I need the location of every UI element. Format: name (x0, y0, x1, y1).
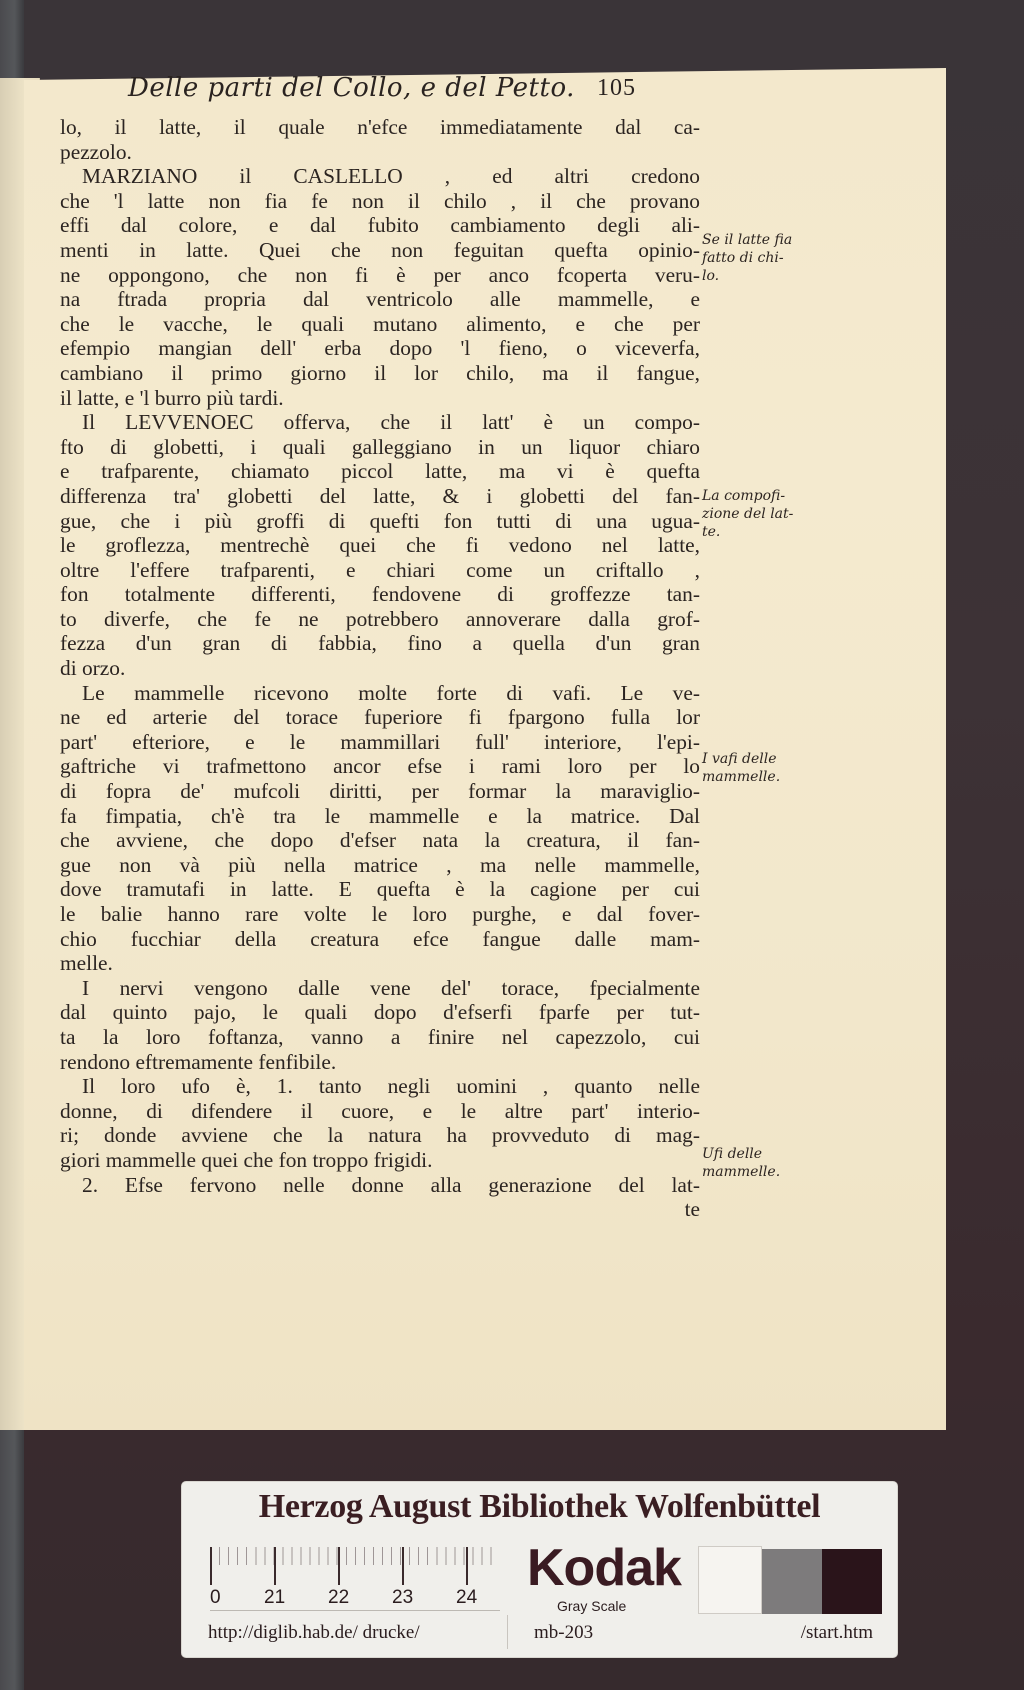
swatch-gray (762, 1549, 822, 1614)
text-line: to diverfe, che fe ne potrebbero annoverare dalla grof- (60, 606, 700, 631)
text-line: Il LEVVENOEC offerva, che il latt' è un compo- (82, 410, 700, 435)
text-line: part' efteriore, e le mammillari full' interiore, l'epi- (60, 729, 700, 754)
text-line: menti in latte. Quei che non feguitan quefta opinio- (60, 237, 700, 262)
ruler-label: 24 (456, 1587, 478, 1608)
text-line: fto di globetti, i quali galleggiano in un liquor chiaro (60, 434, 700, 459)
text-line: di fopra de' mufcoli diritti, per formar la maraviglio- (60, 779, 700, 804)
text-line: ne oppongono, che non fi è per anco fcoperta veru- (60, 262, 700, 287)
ruler-minor-ticks (210, 1547, 498, 1565)
text-line: Le mammelle ricevono molte forte di vafi. Le ve- (82, 680, 700, 705)
text-line: fezza d'un gran di fabbia, fino a quella d'un gran (60, 631, 700, 656)
ruler-major-tick (210, 1547, 212, 1585)
text-line: le groflezza, mentrechè quei che fi vedono nel latte, (60, 533, 700, 558)
text-line: 2. Efse fervono nelle donne alla generazione del lat- (82, 1172, 700, 1197)
ruler-label: 21 (264, 1587, 286, 1608)
text-line: melle. (60, 951, 113, 976)
text-line: ri; donde avviene che la natura ha provveduto di mag- (60, 1123, 700, 1148)
text-line: cambiano il primo giorno il lor chilo, ma il fangue, (60, 360, 700, 385)
margin-note-line: mammelle. (702, 1164, 781, 1180)
margin-note (702, 750, 822, 786)
text-line: dal quinto pajo, le quali dopo d'efserfi fparfe per tut- (60, 1000, 700, 1025)
text-line: te (684, 1197, 700, 1222)
text-line: gue, che i più groffi di quefti fon tutti di una ugua- (60, 508, 700, 533)
text-line: pezzolo. (60, 139, 132, 164)
margin-note-line: lo. (702, 268, 720, 284)
text-line: gaftriche vi trafmettono ancor efse i rami loro per lo (60, 754, 700, 779)
text-line: e trafparente, chiamato piccol latte, ma vi è quefta (60, 459, 700, 484)
text-line: che le vacche, le quali mutano alimento, e che per (60, 311, 700, 336)
margin-note-line: te. (702, 524, 721, 540)
ruler-major-tick (466, 1547, 468, 1585)
library-name: Herzog August Bibliothek Wolfenbüttel (258, 1488, 821, 1525)
text-line: lo, il latte, il quale n'efce immediatamente dal ca- (60, 115, 700, 139)
margin-note-line: fatto di chi- (702, 250, 784, 266)
text-line: I nervi vengono dalle vene del' torace, fpecialmente (82, 975, 700, 1000)
body-text (60, 115, 700, 1222)
text-line: gue non và più nella matrice , ma nelle mammelle, (60, 852, 700, 877)
text-line: efempio mangian dell' erba dopo 'l fieno, o viceverfa, (60, 336, 700, 361)
url-shelfmark: mb-203 (534, 1622, 594, 1643)
text-line: di orzo. (60, 656, 126, 681)
running-head-title: Delle parti del Collo, e del Petto. (128, 73, 575, 103)
text-line: donne, di difendere il cuore, e le altre part' interio- (60, 1098, 700, 1123)
gray-scale-swatches (698, 1546, 883, 1614)
text-line: differenza tra' globetti del latte, & i globetti del fan- (60, 483, 700, 508)
ruler-major-tick (402, 1547, 404, 1585)
margin-note (702, 1145, 822, 1181)
url-separator (507, 1615, 508, 1649)
text-line: oltre l'effere trafparenti, e chiari come un criftallo , (60, 557, 700, 582)
margin-note-line: mammelle. (702, 769, 781, 785)
measurement-ruler (210, 1543, 500, 1611)
ruler-label: 0 (210, 1587, 221, 1608)
text-line: ta la loro foftanza, vanno a finire nel capezzolo, cui (60, 1024, 700, 1049)
text-line: fon totalmente differenti, fendovene di groffezze tan- (60, 582, 700, 607)
text-line: giori mammelle quei che fon troppo frigidi. (60, 1147, 433, 1172)
ruler-major-tick (338, 1547, 340, 1585)
text-line: chio fucchiar della creatura efce fangue dalle mam- (60, 926, 700, 951)
kodak-logo: Kodak (527, 1539, 681, 1597)
margin-note-line: Ufi delle (702, 1146, 763, 1162)
url-suffix: /start.htm (800, 1622, 873, 1643)
ruler-label: 22 (328, 1587, 350, 1608)
text-line: il latte, e 'l burro più tardi. (60, 385, 284, 410)
page-number: 105 (597, 75, 636, 101)
margin-note (702, 487, 822, 541)
text-line: MARZIANO il CASLELLO , ed altri credono (82, 164, 700, 189)
margin-note-line: I vafi delle (702, 751, 777, 767)
text-line: dove tramutafi in latte. E quefta è la cagione per cui (60, 877, 700, 902)
swatch-black (822, 1549, 882, 1614)
text-line: che avviene, che dopo d'efser nata la creatura, il fan- (60, 828, 700, 853)
margin-note-line: La compofi- (702, 488, 786, 504)
text-line: effi dal colore, e dal fubito cambiamento degli ali- (60, 213, 700, 238)
library-banner (182, 1482, 897, 1657)
ruler-major-tick (274, 1547, 276, 1585)
text-line: rendono eftremamente fenfibile. (60, 1049, 337, 1074)
page-content (60, 73, 700, 1222)
text-line: le balie hanno rare volte le loro purghe, e dal fover- (60, 902, 700, 926)
text-line: na ftrada propria dal ventricolo alle mammelle, e (60, 287, 700, 312)
gray-scale-label: Gray Scale (557, 1598, 627, 1614)
text-line: che 'l latte non fia fe non il chilo , il che provano (60, 188, 700, 213)
swatch-white (698, 1546, 762, 1614)
text-line: fa fimpatia, ch'è tra le mammelle e la matrice. Dal (60, 803, 700, 828)
text-line: ne ed arterie del torace fuperiore fi fpargono fulla lor (60, 705, 700, 730)
margin-note-line: Se il latte fia (702, 232, 793, 248)
url-base: http://diglib.hab.de/ drucke/ (208, 1622, 420, 1643)
margin-note (702, 231, 822, 285)
ruler-label: 23 (392, 1587, 414, 1608)
text-line: Il loro ufo è, 1. tanto negli uomini , quanto nelle (82, 1074, 700, 1099)
running-head (60, 73, 700, 115)
margin-note-line: zione del lat- (702, 506, 794, 522)
